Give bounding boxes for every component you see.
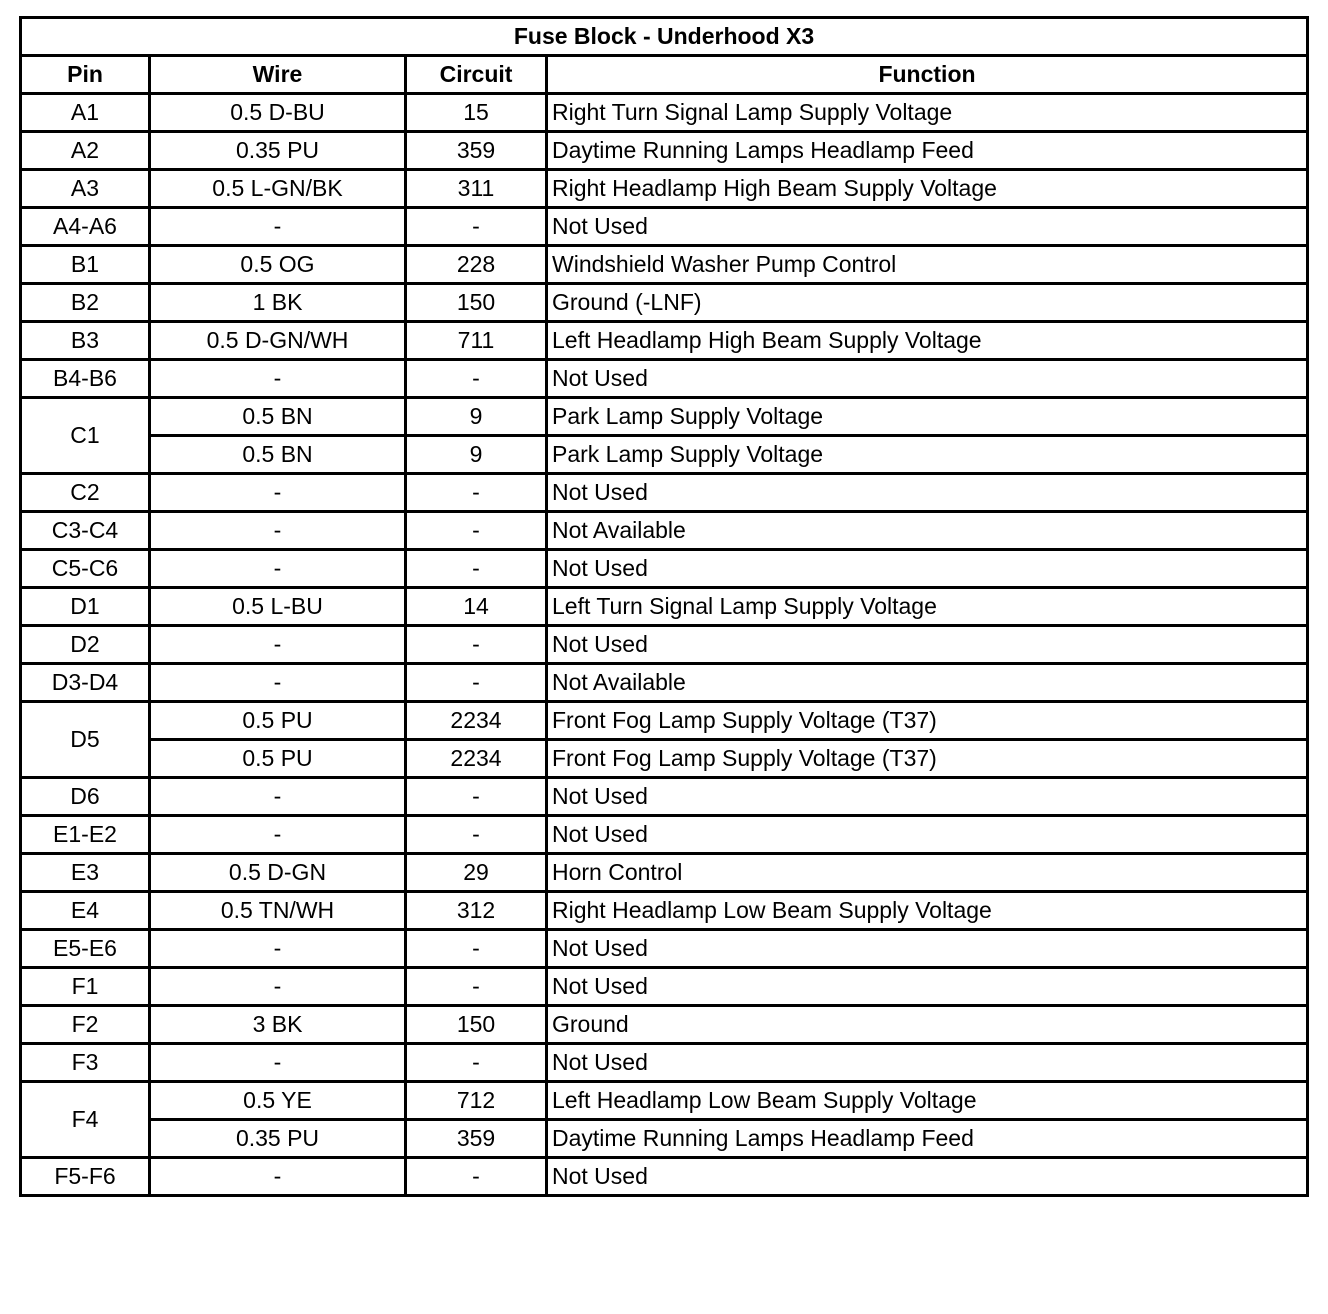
pin-cell: C5-C6 (21, 550, 150, 588)
circuit-cell: 228 (406, 246, 547, 284)
function-cell: Daytime Running Lamps Headlamp Feed (547, 132, 1308, 170)
function-cell: Not Used (547, 208, 1308, 246)
wire-cell: - (150, 512, 406, 550)
circuit-cell: - (406, 1158, 547, 1196)
wire-cell: 0.5 OG (150, 246, 406, 284)
pin-cell: A3 (21, 170, 150, 208)
pin-cell: E1-E2 (21, 816, 150, 854)
table-row (21, 626, 1308, 664)
wire-cell: - (150, 550, 406, 588)
table-row (21, 170, 1308, 208)
table-title: Fuse Block - Underhood X3 (21, 18, 1308, 56)
table-row (21, 588, 1308, 626)
pin-cell: C2 (21, 474, 150, 512)
wire-cell: 0.5 YE (150, 1082, 406, 1120)
circuit-cell: 150 (406, 1006, 547, 1044)
wire-cell: 0.5 D-GN/WH (150, 322, 406, 360)
circuit-cell: - (406, 550, 547, 588)
function-header: Function (547, 56, 1308, 94)
table-body (21, 94, 1308, 1196)
function-cell: Front Fog Lamp Supply Voltage (T37) (547, 702, 1308, 740)
table-row (21, 436, 1308, 474)
wire-cell: - (150, 968, 406, 1006)
table-row (21, 968, 1308, 1006)
table-row (21, 1006, 1308, 1044)
circuit-header: Circuit (406, 56, 547, 94)
function-cell: Not Used (547, 1044, 1308, 1082)
wire-cell: 0.5 TN/WH (150, 892, 406, 930)
circuit-cell: 14 (406, 588, 547, 626)
pin-cell: E5-E6 (21, 930, 150, 968)
pin-cell: D1 (21, 588, 150, 626)
wire-cell: - (150, 778, 406, 816)
table-row (21, 1044, 1308, 1082)
wire-cell: - (150, 1158, 406, 1196)
wire-cell: 0.5 PU (150, 702, 406, 740)
circuit-cell: - (406, 626, 547, 664)
function-cell: Windshield Washer Pump Control (547, 246, 1308, 284)
table-row (21, 892, 1308, 930)
pin-cell: F1 (21, 968, 150, 1006)
wire-cell: 0.35 PU (150, 1120, 406, 1158)
table-row (21, 208, 1308, 246)
circuit-cell: - (406, 208, 547, 246)
circuit-cell: 712 (406, 1082, 547, 1120)
table-row (21, 854, 1308, 892)
table-row (21, 702, 1308, 740)
table-row (21, 246, 1308, 284)
table-row (21, 1082, 1308, 1120)
function-cell: Not Available (547, 512, 1308, 550)
circuit-cell: 29 (406, 854, 547, 892)
wire-cell: 0.5 BN (150, 436, 406, 474)
circuit-cell: - (406, 816, 547, 854)
function-cell: Park Lamp Supply Voltage (547, 398, 1308, 436)
pin-cell: F4 (21, 1082, 150, 1158)
pin-cell: C3-C4 (21, 512, 150, 550)
wire-cell: 0.5 BN (150, 398, 406, 436)
function-cell: Not Used (547, 778, 1308, 816)
wire-cell: 0.35 PU (150, 132, 406, 170)
wire-cell: - (150, 664, 406, 702)
function-cell: Not Used (547, 930, 1308, 968)
table-row (21, 1120, 1308, 1158)
wire-cell: - (150, 208, 406, 246)
function-cell: Not Used (547, 816, 1308, 854)
function-cell: Left Turn Signal Lamp Supply Voltage (547, 588, 1308, 626)
function-cell: Not Available (547, 664, 1308, 702)
table-row (21, 664, 1308, 702)
wire-cell: 1 BK (150, 284, 406, 322)
header-row (21, 56, 1308, 94)
wire-cell: - (150, 474, 406, 512)
function-cell: Right Turn Signal Lamp Supply Voltage (547, 94, 1308, 132)
pin-cell: A1 (21, 94, 150, 132)
pin-cell: C1 (21, 398, 150, 474)
circuit-cell: - (406, 968, 547, 1006)
pin-cell: F5-F6 (21, 1158, 150, 1196)
function-cell: Not Used (547, 1158, 1308, 1196)
function-cell: Right Headlamp Low Beam Supply Voltage (547, 892, 1308, 930)
function-cell: Daytime Running Lamps Headlamp Feed (547, 1120, 1308, 1158)
table-row (21, 94, 1308, 132)
function-cell: Not Used (547, 626, 1308, 664)
title-row (21, 18, 1308, 56)
circuit-cell: 2234 (406, 740, 547, 778)
fuse-block-table (19, 16, 1309, 1197)
pin-cell: B4-B6 (21, 360, 150, 398)
table-row (21, 398, 1308, 436)
table-row (21, 132, 1308, 170)
pin-cell: F2 (21, 1006, 150, 1044)
wire-header: Wire (150, 56, 406, 94)
table-row (21, 930, 1308, 968)
table-row (21, 322, 1308, 360)
circuit-cell: 150 (406, 284, 547, 322)
wire-cell: - (150, 1044, 406, 1082)
table-row (21, 816, 1308, 854)
function-cell: Not Used (547, 360, 1308, 398)
table-row (21, 360, 1308, 398)
circuit-cell: 2234 (406, 702, 547, 740)
wire-cell: - (150, 816, 406, 854)
pin-header: Pin (21, 56, 150, 94)
circuit-cell: - (406, 360, 547, 398)
pin-cell: D6 (21, 778, 150, 816)
wire-cell: - (150, 930, 406, 968)
pin-cell: A4-A6 (21, 208, 150, 246)
function-cell: Ground (-LNF) (547, 284, 1308, 322)
wire-cell: 0.5 D-GN (150, 854, 406, 892)
function-cell: Not Used (547, 474, 1308, 512)
wire-cell: 0.5 L-BU (150, 588, 406, 626)
circuit-cell: 9 (406, 398, 547, 436)
wire-cell: - (150, 360, 406, 398)
function-cell: Park Lamp Supply Voltage (547, 436, 1308, 474)
wire-cell: 3 BK (150, 1006, 406, 1044)
pin-cell: E4 (21, 892, 150, 930)
wire-cell: 0.5 L-GN/BK (150, 170, 406, 208)
function-cell: Not Used (547, 550, 1308, 588)
wire-cell: - (150, 626, 406, 664)
table-row (21, 284, 1308, 322)
circuit-cell: 711 (406, 322, 547, 360)
circuit-cell: - (406, 778, 547, 816)
pin-cell: B3 (21, 322, 150, 360)
circuit-cell: - (406, 664, 547, 702)
circuit-cell: - (406, 474, 547, 512)
function-cell: Ground (547, 1006, 1308, 1044)
pin-cell: B1 (21, 246, 150, 284)
pin-cell: D5 (21, 702, 150, 778)
table-row (21, 550, 1308, 588)
circuit-cell: 311 (406, 170, 547, 208)
table-row (21, 778, 1308, 816)
function-cell: Horn Control (547, 854, 1308, 892)
table-row (21, 740, 1308, 778)
pin-cell: E3 (21, 854, 150, 892)
pin-cell: B2 (21, 284, 150, 322)
function-cell: Front Fog Lamp Supply Voltage (T37) (547, 740, 1308, 778)
circuit-cell: - (406, 1044, 547, 1082)
circuit-cell: 15 (406, 94, 547, 132)
function-cell: Right Headlamp High Beam Supply Voltage (547, 170, 1308, 208)
wire-cell: 0.5 D-BU (150, 94, 406, 132)
function-cell: Left Headlamp High Beam Supply Voltage (547, 322, 1308, 360)
table-row (21, 474, 1308, 512)
pin-cell: D2 (21, 626, 150, 664)
circuit-cell: 9 (406, 436, 547, 474)
circuit-cell: 359 (406, 132, 547, 170)
circuit-cell: - (406, 930, 547, 968)
function-cell: Not Used (547, 968, 1308, 1006)
wire-cell: 0.5 PU (150, 740, 406, 778)
circuit-cell: 359 (406, 1120, 547, 1158)
pin-cell: A2 (21, 132, 150, 170)
pin-cell: F3 (21, 1044, 150, 1082)
circuit-cell: - (406, 512, 547, 550)
table-row (21, 1158, 1308, 1196)
pin-cell: D3-D4 (21, 664, 150, 702)
circuit-cell: 312 (406, 892, 547, 930)
table-row (21, 512, 1308, 550)
function-cell: Left Headlamp Low Beam Supply Voltage (547, 1082, 1308, 1120)
